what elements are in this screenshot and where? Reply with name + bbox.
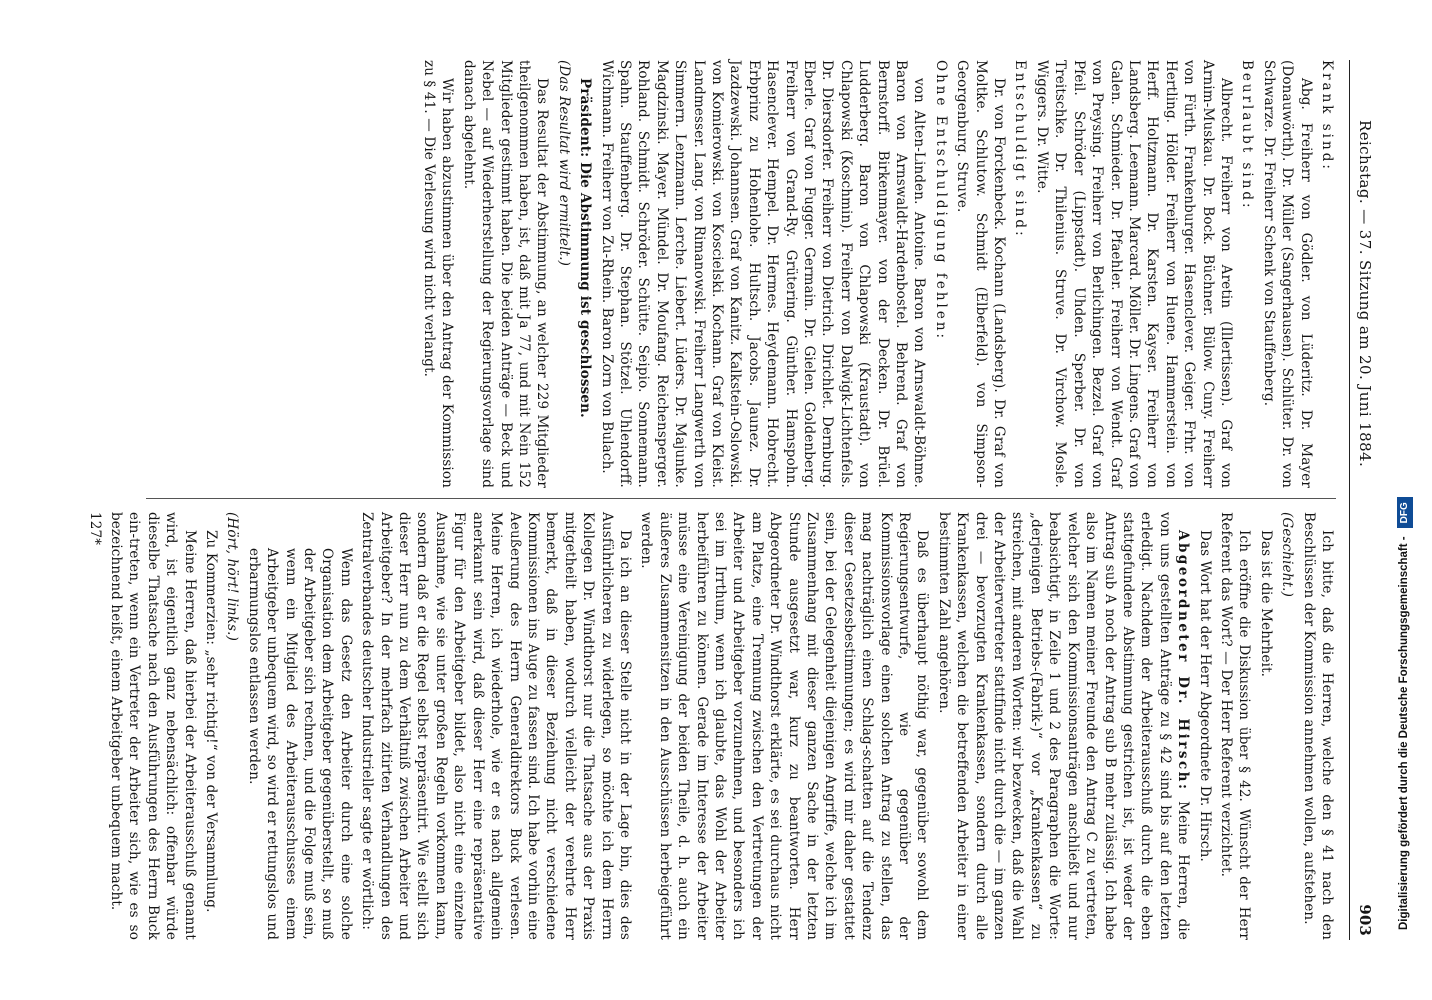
document-page bbox=[36, 20, 1396, 980]
heading-beurlaubt: Beurlaubt sind: bbox=[1239, 60, 1256, 211]
call-paragraph: Zu Kommerzien: „sehr richtig!“ von der Versammlung. bbox=[203, 530, 220, 913]
quotation-paragraph: Wenn das Gesetz den Arbeiter durch eine solche Organisation dem Arbeitgeber gegenüberstellt, so muß der Arbeitgeber sich rechnen, und die Folge muß sein, wenn ein Mitglied des Arbeiterausschusses einem Arbeitgeber unbequem wird, so wird er rettungslos und erbarmungslos entlassen werden. bbox=[245, 548, 354, 940]
speech-text: Meine Herren, die von uns gestellten Anträge zu § 42 sind bis auf den letzten erledigt. Nachdem der Arbeiterausschuß durch die eben stattgefundene Abstimmung gestrichen ist, ist weder der Antrag sub A noch der Antrag sub B mehr zulässig. Ich habe also im Namen meiner Freunde den Antrag C zu vertreten, welcher sich den Kommissionsanträgen anschließt und nur beabsichtigt, in Zeile 1 und 2 des Paragraphen die Worte: „derjenigen Betriebs-(Fabrik-)“ vor „Krankenkassen“ zu streichen, mit anderen Worten: wir bezwecken, daß die Wahl der Arbeitervertreter stattfinde nicht durch die — im ganzen drei — bevorzugten Krankenkassen, sondern durch alle Krankenkassen, welchen die betreffenden Arbeiter in einer bestimmten Zahl angehören. bbox=[935, 512, 1192, 940]
heading-ohne-entschuldigung: Ohne Entschuldigung fehlen: bbox=[932, 60, 949, 342]
header-title: Reichstag. — 37. Sitzung am 20. Juni 1884. bbox=[1356, 120, 1374, 468]
page-number: 903 bbox=[1356, 904, 1374, 936]
praesident-statement: Präsident: Die Abstimmung ist geschlossen. bbox=[577, 78, 594, 418]
column-divider bbox=[146, 498, 1336, 499]
left-column bbox=[417, 60, 1337, 488]
interjection-note: (Hört, hört! links.) bbox=[224, 512, 241, 642]
speech-paragraph-3: Da ich an dieser Stelle nicht in der Lage bin, dies des Ausführlicheren zu widerlegen, so möchte ich dem Herrn Kollegen Dr. Windthorst nur die Thatsache aus der Praxis mitgetheilt haben, wodurch vielleicht der verehrte Herr bemerkt, daß in dieser Beziehung nicht verschiedene Kommissionen ins Auge zu fassen sind. Ich habe vorhin eine Aeußerung des Herrn Generaldirektors Buck verlesen. Meine Herren, ich wiederhole, wie er es nach allgemein anerkannt sein wird, daß dieser Herr eine repräsentative Figur für den Arbeitgeber bildet, also nicht eine einzelne Ausnahme, wie sie unter großen Regeln vorkommen kann, sondern daß er die Regel selbst repräsentirt. Wie stellt sich dieser Herr nun zu dem Verhältniß zwischen Arbeiter und Arbeitgeber? In der mehrfach zitirten Verhandlungen des Zentralverbandes deutscher Industrieller sagte er wörtlich: bbox=[359, 512, 633, 940]
result-paragraph: Das Resultat der Abstimmung, an welcher 229 Mitglieder theilgenommen haben, ist, daß mit Ja 77, und mit Nein 152 Mitglieder gestimmt haben. Die beiden Anträge — Beck und Nebel — auf Wiederherstellung der Regierungsvorlage sind danach abgelehnt. bbox=[460, 60, 551, 488]
digitization-sidebar bbox=[1412, 0, 1432, 1000]
request-paragraph: Ich bitte, daß die Herren, welche den § 41 nach den Beschlüssen der Kommission annehmen wollen, aufstehen. bbox=[1300, 512, 1335, 940]
vote-paragraph: Wir haben abzustimmen über den Antrag der Kommission zu § 41. — Die Verlesung wird nicht verlangt. bbox=[420, 60, 456, 488]
happens-note: (Geschieht.) bbox=[1279, 512, 1296, 598]
speaker-name: Abgeordneter Dr. Hirsch: bbox=[1175, 530, 1192, 792]
floor-paragraph: Das Wort hat der Herr Abgeordnete Dr. Hirsch. bbox=[1196, 530, 1213, 862]
result-note: (Das Resultat wird ermittelt.) bbox=[555, 60, 572, 267]
right-column bbox=[82, 512, 1336, 940]
list-beurlaubt: Albrecht. Freiherr von Aretin (Illertissen). Graf von Arnim-Muskau. Dr. Bock. Büchner. Bülow. Cuny. Freiherr von Fürth. Frankenburger. Hasenclever. Geiger. Frhr. von Hertling. Hölder. Freiherr von Huene. Hammerstein. von Herff. Holtzmann. Dr. Karsten. Kayser. Freiherr von Landsberg. Leemann. Marcard. Möller. Dr. Lingens. Graf von Galen. Schmieder. Dr. Pfaehler. Freiherr von Wendt. Graf von Preysing. Freiherr von Berlichingen. Bezzel. Graf von Pfeil. Schröder (Lippstadt). Uhden. Sperber. Dr. von Treitschke. Dr. Thilenius. Struve. Dr. Virchow. Mosle. Wiggers. Dr. Witte. bbox=[1033, 60, 1234, 489]
sheet-signature: 127* bbox=[86, 512, 103, 546]
heading-entschuldigt: Entschuldigt sind: bbox=[1012, 60, 1029, 239]
digitization-credit bbox=[1396, 0, 1412, 1000]
speech-paragraph-4: Meine Herren, daß hierbei der Arbeiterausschuß genannt wird, ist eigentlich ganz nebensächlich: offenbar würde dieselbe Thatsache nach den Ausführungen des Herrn Buck ein-treten, wenn ein Vertreter der Arbeiter sich, wie es so bezeichnend heißt, einem Arbeitgeber unbequem macht. bbox=[108, 512, 198, 940]
majority-paragraph: Das ist die Mehrheit. bbox=[1257, 530, 1274, 678]
dfg-logo: DFG bbox=[1397, 497, 1413, 528]
page-header bbox=[1352, 60, 1378, 940]
list-krank: Abg. Freiherr von Gödler. von Lüderitz. Dr. Mayer (Donauwörth). Dr. Müller (Sangerhausen). Schlüter. Dr. von Schwarze. Dr. Freiherr Schenk von Stauffenberg. bbox=[1260, 60, 1314, 488]
list-ohne-entschuldigung: von Alten-Linden. Antoine. Baron von Arnswaldt-Böhme. Baron von Arnswaldt-Hardenbostel. Behrend. Graf von Bernstorff. Birkenmayer. von der Decken. Dr. Brüel. Ludderberg. Baron von Chlapowski (Kraustadt). von Chlapowski (Koschmin). Freiherr von Dalwigk-Lichtenfels. Dr. Diersdorfer. Freiherr von Dietrich. Dirichlet. Dernburg. Eberle. Graf von Fugger. Germain. Dr. Gielen. Goldenberg. Freiherr von Grand-Ry. Grütering. Günther. Hamspohn. Hasenclever. Hempel. Dr. Hermes. Heydemann. Hobrecht. Erbprinz zu Hohenlohe. Hultsch. Jacobs. Jaunez. Dr. Jazdzewski. Johannsen. Graf von Kanitz. Kalkstein-Oslowski. von Komierowski. von Koscielski. Kochann. Graf von Kleist. Landmesser. Lang. von Rimanowski. Freiherr Langwerth von Simmern. Lenzmann. Lerche. Liebert. Lüders. Dr. Majunke. Magdzinski. Mayer. Mündel. Dr. Moufang. Reichensperger. Rohland. Schmidt. Schröder. Schütte. Seipio. Sonnemann. Spahn. Stauffenberg. Dr. Stephan. Stötzel. Uhlendorff. Wichmann. Freiherr von Zu-Rhein. Baron Zorn von Bulach. bbox=[598, 60, 928, 488]
speech-hirsch bbox=[934, 512, 1192, 940]
header-rule bbox=[1349, 60, 1350, 940]
heading-krank: Krank sind: bbox=[1319, 60, 1335, 172]
discussion-paragraph: Ich eröffne die Diskussion über § 42. Wünscht der Herr Referent das Wort? — Der Herr Referent verzichtet. bbox=[1217, 512, 1253, 940]
digitization-text: Digitalisierung gefördert durch die Deutsche Forschungsgemeinschaft - bbox=[1398, 536, 1410, 930]
list-entschuldigt: Dr. von Forckenbeck. Kochann (Landsberg). Dr. Graf von Moltke. Schlutow. Schmidt (Elberfeld). von Simpson-Georgenburg. Struve. bbox=[954, 60, 1008, 488]
speech-paragraph-2: Daß es überhaupt nöthig war, gegenüber sowohl dem Regierungsentwurfe, wie gegenüber der Kommissionsvorlage einen solchen Antrag zu stellen, das mag nachträglich einen Schlag-schatten auf die Tendenz dieser Gesetzesbestimmungen; es wird mir daher gestattet sein, bei der Gelegenheit diejenigen Angriffe, welche ich im Zusammenhang mit dieser ganzen Sache in der letzten Stunde ausgesetzt war, kurz zu beantworten. Herr Abgeordneter Dr. Windthorst erklärte, es sei durchaus nicht am Platze, eine Trennung zwischen den Vertretungen der Arbeiter und Arbeitgeber vorzunehmen, und besonders ich sei im Irrthum, wenn ich glaubte, das Wohl der Arbeiter herbeiführen zu können. Gerade im Interesse der Arbeiter müsse eine Vereinigung der beiden Theile, d. h. auch ein äußeres Zusammensitzen in den Ausschüssen herbeigeführt werden. bbox=[638, 512, 931, 940]
